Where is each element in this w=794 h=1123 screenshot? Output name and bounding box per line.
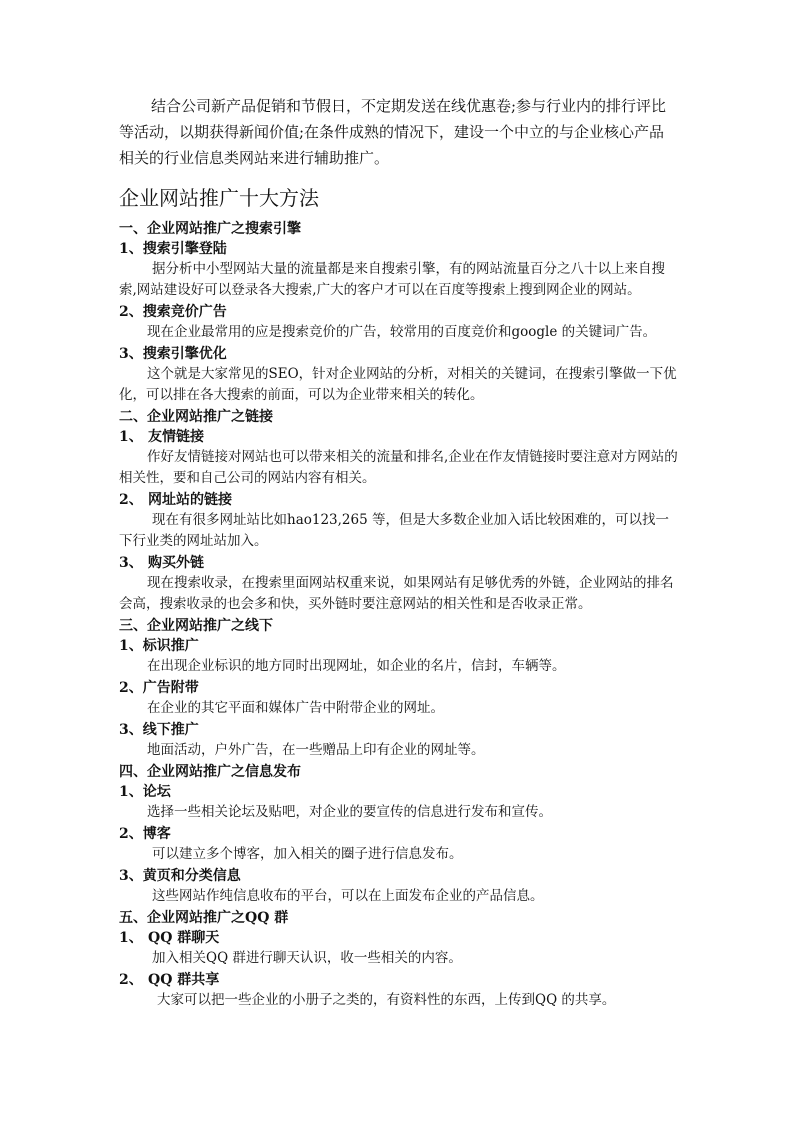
item-heading [119,427,681,447]
item-body-text: 现在有很多网址站比如hao123,265 等，但是大多数企业加入话比较困难的，可以找一下行业类的网址站加入。 [119,512,669,549]
item-title: 黄页和分类信息 [142,868,241,884]
item-heading [119,928,681,948]
item-number: 1、 [119,241,143,257]
item-body-text: 这个就是大家常见的SEO，针对企业网站的分析，对相关的关键词，在搜索引擎做一下优化，可以排在各大搜索的前面，可以为企业带来相关的转化。 [119,366,677,403]
item-title: 标识推广 [142,638,199,654]
item-title: 线下推广 [142,722,199,738]
item-number: 2、 [119,680,143,696]
item-title: QQ 群聊天 [148,930,220,946]
item-body-text: 选择一些相关论坛及贴吧，对企业的要宣传的信息进行发布和宣传。 [147,804,552,820]
item-number: 2、 [119,826,143,842]
item-heading [119,239,681,259]
item-body-text: 据分析中小型网站大量的流量都是来自搜索引擎，有的网站流量百分之八十以上来自搜索,网站建设好可以登录各大搜索,广大的客户才可以在百度等搜索上搜到网企业的网站。 [119,261,665,298]
item-number: 3、 [119,555,143,571]
item-heading [119,824,681,844]
item-title: 论坛 [142,784,171,800]
page-title: 企业网站推广十大方法 [119,186,319,210]
item-title: 搜索竞价广告 [142,304,227,320]
intro-paragraph: 结合公司新产品促销和节假日，不定期发送在线优惠卷;参与行业内的排行评比等活动，以期获得新闻价值;在条件成熟的情况下，建设一个中立的与企业核心产品相关的行业信息类网站来进行辅助推广。 [119,97,667,167]
item-number: 3、 [119,868,143,884]
item-number: 1、 [119,784,143,800]
item-title: 搜索引擎登陆 [142,241,227,257]
section-heading: 三、企业网站推广之线下 [119,618,273,634]
section-heading: 一、企业网站推广之搜索引擎 [119,221,301,237]
item-heading [119,720,681,740]
item-title: QQ 群共享 [148,972,220,988]
item-heading [119,678,681,698]
item-body-text: 现在搜索收录，在搜索里面网站权重来说，如果网站有足够优秀的外链，企业网站的排名会高，搜索收录的也会多和快，买外链时要注意网站的相关性和是否收录正常。 [119,575,674,612]
item-title: 网址站的链接 [148,492,232,508]
item-body-text: 大家可以把一些企业的小册子之类的，有资料性的东西，上传到QQ 的共享。 [157,992,616,1008]
item-body-text: 可以建立多个博客，加入相关的圈子进行信息发布。 [152,846,463,862]
item-body-text: 现在企业最常用的应是搜索竞价的广告，较常用的百度竞价和google 的关键词广告。 [147,324,657,340]
item-heading [119,782,681,802]
item-heading [119,490,681,510]
item-body-text: 加入相关QQ 群进行聊天认识，收一些相关的内容。 [152,950,462,966]
section-heading: 四、企业网站推广之信息发布 [119,764,301,780]
item-number: 3、 [119,346,143,362]
item-title: 广告附带 [142,680,199,696]
item-number: 2、 [119,972,143,988]
item-heading [119,970,681,990]
section-heading: 二、企业网站推广之链接 [119,409,273,425]
item-heading [119,553,681,573]
item-number: 2、 [119,304,143,320]
item-title: 友情链接 [148,429,204,445]
item-body-text: 这些网站作纯信息收布的平台，可以在上面发布企业的产品信息。 [152,888,544,904]
item-body-text: 作好友情链接对网站也可以带来相关的流量和排名,企业在作友情链接时要注意对方网站的相关性，要和自己公司的网站内容有相关。 [119,449,678,486]
item-number: 1、 [119,429,143,445]
item-heading [119,866,681,886]
item-body-text: 在出现企业标识的地方同时出现网址，如企业的名片，信封，车辆等。 [147,658,566,674]
item-number: 2、 [119,492,143,508]
item-body-text: 地面活动，户外广告，在一些赠品上印有企业的网址等。 [147,742,485,758]
item-number: 1、 [119,930,143,946]
item-title: 购买外链 [148,555,204,571]
item-heading [119,344,681,364]
item-heading [119,636,681,656]
item-title: 博客 [142,826,171,842]
section-heading: 五、企业网站推广之QQ 群 [119,910,289,926]
item-heading [119,302,681,322]
item-number: 3、 [119,722,143,738]
item-title: 搜索引擎优化 [142,346,227,362]
item-number: 1、 [119,638,143,654]
document-body [119,219,681,1012]
item-body-text: 在企业的其它平面和媒体广告中附带企业的网址。 [147,700,444,716]
